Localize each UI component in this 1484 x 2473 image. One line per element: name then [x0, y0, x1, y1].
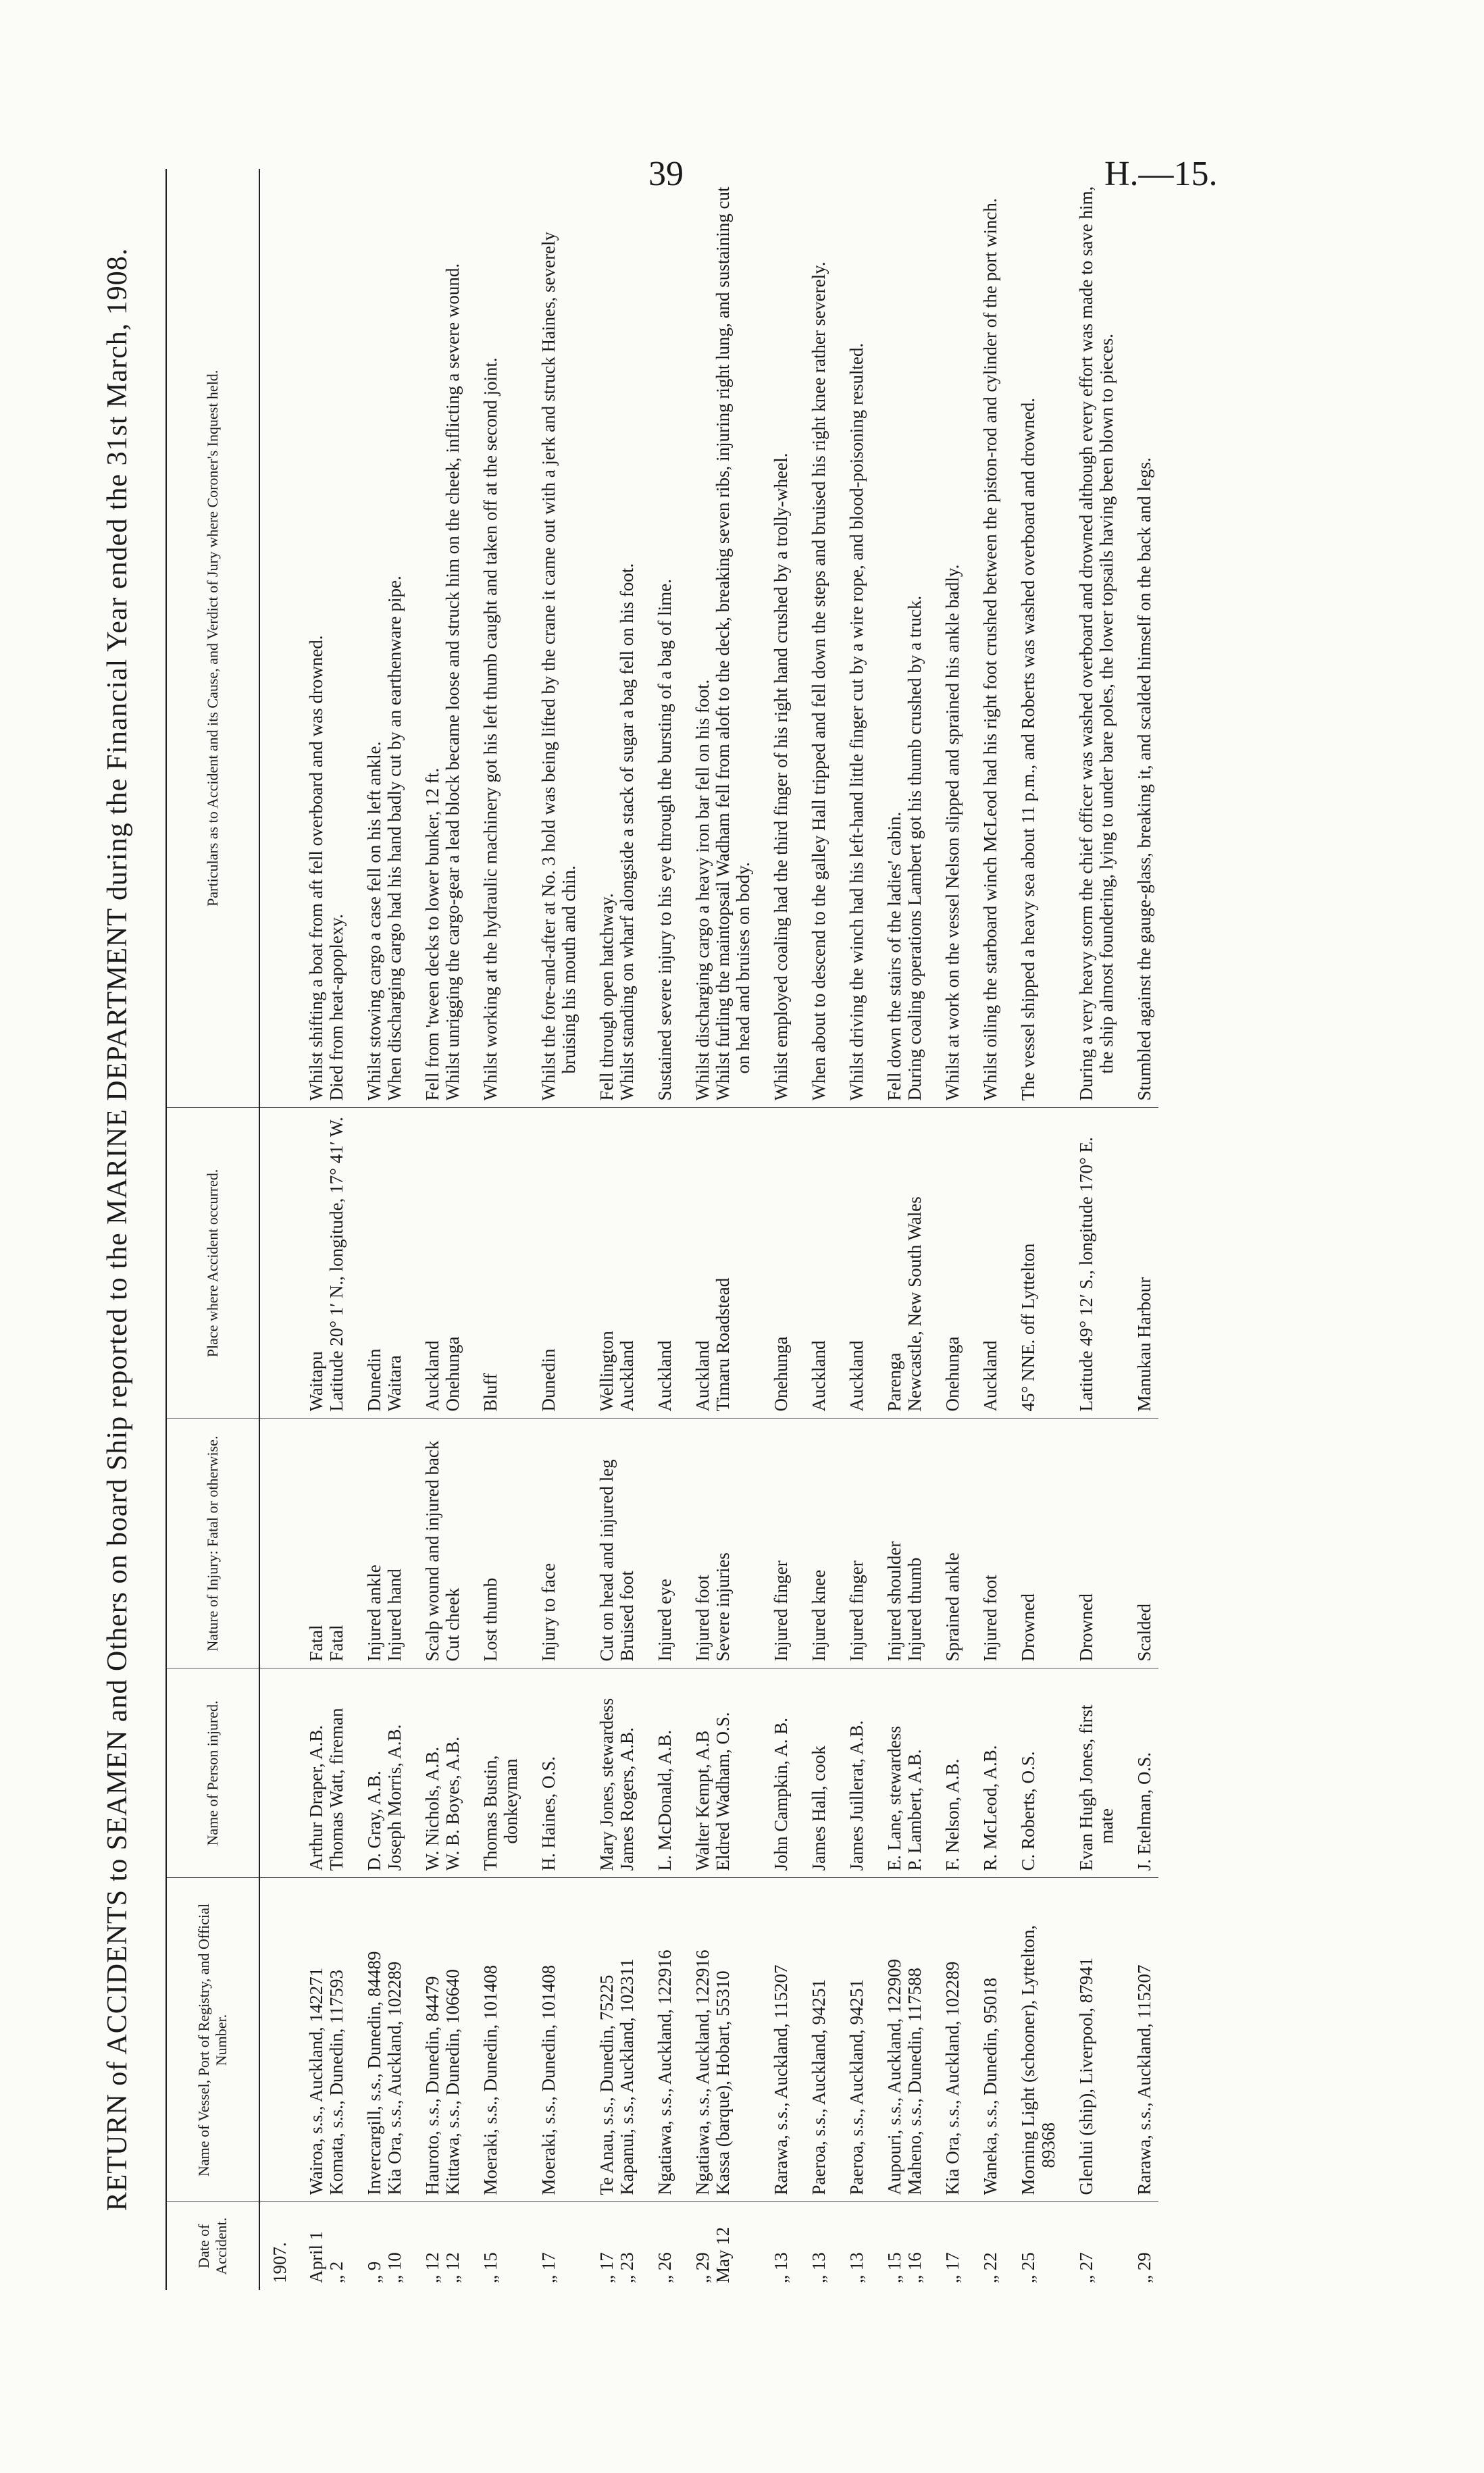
vessel-cell	[871, 1878, 929, 2202]
injury-text: Sprained ankle	[942, 1552, 963, 1662]
table-row	[525, 169, 583, 2290]
particulars-text: Whilst shifting a boat from aft fell overboard and was drowned.	[306, 635, 326, 1101]
date-text: „ 23	[617, 2252, 637, 2283]
date-text: „ 26	[655, 2252, 675, 2283]
particulars-text: Whilst working at the hydraulic machinery got his left thumb caught and taken off at the second joint.	[480, 357, 501, 1101]
vessel-cell	[1121, 1878, 1158, 2202]
person-text: R. McLeod, A.B.	[980, 1745, 1000, 1871]
person-cell	[967, 1668, 1004, 1878]
particulars-text: During a very heavy storm the chief officer was washed overboard and drowned although every effort was made to save him, the ship almost foundering, lying to under bare poles, the lower topsails having been blown to pieces.	[1076, 186, 1117, 1101]
place-cell	[467, 1108, 525, 1419]
vessel-text: Komata, s.s., Dunedin, 117593	[326, 1970, 347, 2195]
date-text: „ 13	[771, 2252, 791, 2283]
place-cell	[525, 1108, 583, 1419]
particulars-cell	[833, 169, 871, 1108]
date-text: May 12	[713, 2226, 733, 2283]
header-row	[167, 169, 259, 2290]
injury-text: Injured foot	[692, 1575, 713, 1662]
vessel-text: Aupouri, s.s., Auckland, 122909	[884, 1959, 904, 2195]
place-text: Dunedin	[364, 1348, 384, 1412]
place-text: Auckland	[422, 1340, 442, 1412]
document-reference: H.—15.	[1104, 155, 1218, 193]
place-text: Onehunga	[771, 1336, 791, 1412]
date-text: „ 27	[1076, 2252, 1096, 2283]
date-cell	[409, 2202, 467, 2290]
injury-cell	[641, 1419, 679, 1668]
date-text: „ 15	[480, 2252, 501, 2283]
place-cell	[1004, 1108, 1063, 1419]
injury-text: Injured ankle	[364, 1564, 384, 1662]
vessel-text: Rarawa, s.s., Auckland, 115207	[1134, 1964, 1154, 2195]
injury-cell	[795, 1419, 833, 1668]
person-cell	[641, 1668, 679, 1878]
injury-text: Injured thumb	[904, 1557, 925, 1662]
particulars-cell	[467, 169, 525, 1108]
vessel-cell	[583, 1878, 641, 2202]
date-text: „ 15	[884, 2252, 904, 2283]
particulars-text: Stumbled against the gauge-glass, breaking it, and scalded himself on the back and legs.	[1134, 457, 1154, 1101]
place-text: Newcastle, New South Wales	[904, 1196, 925, 1412]
person-text: H. Haines, O.S.	[538, 1756, 559, 1871]
header-particulars: Particulars as to Accident and its Cause, and Verdict of Jury where Coroner's Inquest held.	[167, 169, 259, 1108]
particulars-cell	[929, 169, 967, 1108]
particulars-cell	[351, 169, 409, 1108]
vessel-text: Kapanui, s.s., Auckland, 102311	[617, 1958, 637, 2195]
person-text: L. McDonald, A.B.	[655, 1730, 675, 1871]
date-text: „ 13	[846, 2252, 867, 2283]
place-text: Manukau Harbour	[1134, 1277, 1154, 1412]
person-text: Joseph Morris, A.B.	[384, 1724, 405, 1871]
person-cell	[679, 1668, 757, 1878]
particulars-text: Whilst employed coaling had the third finger of his right hand crushed by a trolly-wheel.	[771, 453, 791, 1101]
place-cell	[409, 1108, 467, 1419]
place-cell	[292, 1108, 351, 1419]
person-text: W. Nichols, A.B.	[422, 1746, 442, 1871]
place-text: 45° NNE. off Lyttelton	[1018, 1243, 1038, 1412]
date-text: „ 13	[809, 2252, 829, 2283]
particulars-cell	[679, 169, 757, 1108]
injury-text: Fatal	[326, 1625, 347, 1662]
person-text: F. Nelson, A.B.	[942, 1758, 963, 1871]
injury-text: Injured foot	[980, 1575, 1000, 1662]
date-text: „ 17	[942, 2252, 963, 2283]
place-text: Latitude 49° 12′ S., longitude 170° E.	[1076, 1137, 1096, 1412]
injury-text: Bruised foot	[617, 1571, 637, 1662]
date-cell	[525, 2202, 583, 2290]
injury-text: Lost thumb	[480, 1577, 501, 1662]
date-text: „ 2	[326, 2261, 347, 2283]
particulars-cell	[871, 169, 929, 1108]
injury-cell	[583, 1419, 641, 1668]
date-cell	[679, 2202, 757, 2290]
place-cell	[833, 1108, 871, 1419]
person-text: E. Lane, stewardess	[884, 1726, 904, 1871]
table-row	[467, 169, 525, 2290]
particulars-text: Fell down the stairs of the ladies' cabin.	[884, 811, 904, 1101]
place-text: Waitara	[384, 1355, 405, 1412]
place-text: Auckland	[809, 1340, 829, 1412]
date-cell	[351, 2202, 409, 2290]
injury-cell	[1121, 1419, 1158, 1668]
particulars-cell	[583, 169, 641, 1108]
particulars-cell	[967, 169, 1004, 1108]
rotated-table-region	[101, 169, 1229, 2290]
injury-cell	[409, 1419, 467, 1668]
table-row	[833, 169, 871, 2290]
vessel-cell	[641, 1878, 679, 2202]
person-cell	[351, 1668, 409, 1878]
date-cell	[292, 2202, 351, 2290]
date-cell	[871, 2202, 929, 2290]
particulars-cell	[1121, 169, 1158, 1108]
person-cell	[525, 1668, 583, 1878]
person-text: W. B. Boyes, A.B.	[442, 1736, 463, 1871]
injury-text: Cut cheek	[442, 1587, 463, 1662]
place-text: Wellington	[596, 1331, 617, 1412]
table-row	[583, 169, 641, 2290]
table-row	[292, 169, 351, 2290]
person-text: James Rogers, A.B.	[617, 1727, 637, 1871]
injury-text: Fatal	[306, 1625, 326, 1662]
person-text: P. Lambert, A.B.	[904, 1749, 925, 1871]
particulars-text: When about to descend to the galley Hall tripped and fell down the steps and bruised his right knee rather severely.	[809, 261, 829, 1101]
injury-cell	[967, 1419, 1004, 1668]
place-text: Waitapu	[306, 1351, 326, 1412]
person-text: Walter Kempt, A.B	[692, 1730, 713, 1871]
person-text: Mary Jones, stewardess	[596, 1698, 617, 1871]
vessel-text: Morning Light (schooner), Lyttelton, 89368	[1018, 1924, 1058, 2195]
date-text: „ 29	[1134, 2252, 1154, 2283]
injury-text: Cut on head and injured leg	[596, 1459, 617, 1662]
place-cell	[679, 1108, 757, 1419]
header-date: Date of Accident.	[167, 2202, 259, 2290]
person-text: Eldred Wadham, O.S.	[713, 1712, 733, 1871]
person-cell	[409, 1668, 467, 1878]
place-cell	[757, 1108, 795, 1419]
particulars-text: Whilst stowing cargo a case fell on his left ankle.	[364, 741, 384, 1101]
table-row	[795, 169, 833, 2290]
table-row	[967, 169, 1004, 2290]
vessel-text: Invercargill, s.s., Dunedin, 84489	[364, 1951, 384, 2195]
table-row	[1004, 169, 1063, 2290]
particulars-text: Fell from 'tween decks to lower bunker, 12 ft.	[422, 767, 442, 1101]
particulars-text: Whilst unrigging the cargo-gear a lead block became loose and struck him on the cheek, inflicting a severe wound.	[442, 263, 463, 1101]
injury-text: Scalded	[1134, 1604, 1154, 1662]
place-cell	[1121, 1108, 1158, 1419]
vessel-text: Ngatiawa, s.s., Auckland, 122916	[692, 1949, 713, 2195]
date-text: „ 29	[692, 2252, 713, 2283]
particulars-cell	[525, 169, 583, 1108]
table-row	[871, 169, 929, 2290]
person-text: J. Etelman, O.S.	[1134, 1752, 1154, 1871]
injury-cell	[351, 1419, 409, 1668]
date-cell	[795, 2202, 833, 2290]
date-text: „ 17	[596, 2252, 617, 2283]
vessel-text: Kittawa, s.s., Dunedin, 106640	[442, 1969, 463, 2195]
injury-cell	[871, 1419, 929, 1668]
date-text: „ 17	[538, 2252, 559, 2283]
vessel-text: Kia Ora, s.s., Auckland, 102289	[942, 1961, 963, 2195]
place-cell	[871, 1108, 929, 1419]
person-text: John Campkin, A. B.	[771, 1717, 791, 1871]
header-place: Place where Accident occurred.	[167, 1108, 259, 1419]
vessel-text: Moeraki, s.s., Dunedin, 101408	[480, 1965, 501, 2195]
person-cell	[583, 1668, 641, 1878]
particulars-text: During coaling operations Lambert got his thumb crushed by a truck.	[904, 595, 925, 1101]
date-text: „ 12	[442, 2252, 463, 2283]
vessel-text: Moeraki, s.s., Dunedin, 101408	[538, 1965, 559, 2195]
place-cell	[967, 1108, 1004, 1419]
injury-cell	[833, 1419, 871, 1668]
injury-cell	[929, 1419, 967, 1668]
person-cell	[1121, 1668, 1158, 1878]
injury-cell	[1004, 1419, 1063, 1668]
injury-text: Injured knee	[809, 1569, 829, 1662]
place-text: Auckland	[692, 1340, 713, 1412]
particulars-cell	[409, 169, 467, 1108]
injury-cell	[757, 1419, 795, 1668]
person-cell	[1004, 1668, 1063, 1878]
vessel-text: Glenlui (ship), Liverpool, 87941	[1076, 1957, 1096, 2195]
place-cell	[929, 1108, 967, 1419]
header-person: Name of Person injured.	[167, 1668, 259, 1878]
particulars-text: Whilst driving the winch had his left-hand little finger cut by a wire rope, and blood-poisoning resulted.	[846, 342, 867, 1101]
place-cell	[583, 1108, 641, 1419]
vessel-cell	[929, 1878, 967, 2202]
table-row	[1063, 169, 1121, 2290]
place-text: Auckland	[980, 1340, 1000, 1412]
place-cell	[795, 1108, 833, 1419]
vessel-cell	[795, 1878, 833, 2202]
person-text: C. Roberts, O.S.	[1018, 1751, 1038, 1871]
particulars-text: Fell through open hatchway.	[596, 893, 617, 1101]
date-text: „ 9	[364, 2261, 384, 2283]
place-text: Timaru Roadstead	[713, 1277, 733, 1412]
date-text: „ 25	[1018, 2252, 1038, 2283]
particulars-cell	[757, 169, 795, 1108]
injury-text: Drowned	[1018, 1594, 1038, 1662]
particulars-cell	[1004, 169, 1063, 1108]
particulars-text: Sustained severe injury to his eye through the bursting of a bag of lime.	[655, 579, 675, 1101]
year-row	[259, 169, 292, 2290]
date-cell	[1063, 2202, 1121, 2290]
particulars-text: Whilst standing on wharf alongside a stack of sugar a bag fell on his foot.	[617, 563, 637, 1101]
vessel-text: Paeroa, s.s., Auckland, 94251	[809, 1979, 829, 2195]
injury-text: Injured finger	[771, 1560, 791, 1662]
table-row	[757, 169, 795, 2290]
person-text: Thomas Bustin, donkeyman	[480, 1755, 521, 1871]
person-text: D. Gray, A.B.	[364, 1770, 384, 1871]
date-cell	[1004, 2202, 1063, 2290]
date-text: „ 10	[384, 2252, 405, 2283]
injury-cell	[467, 1419, 525, 1668]
particulars-cell	[641, 169, 679, 1108]
date-text: „ 22	[980, 2252, 1000, 2283]
person-text: Arthur Draper, A.B.	[306, 1725, 326, 1871]
person-text: Evan Hugh Jones, first mate	[1076, 1704, 1117, 1871]
place-text: Auckland	[846, 1340, 867, 1412]
place-text: Bluff	[480, 1373, 501, 1412]
injury-text: Drowned	[1076, 1594, 1096, 1662]
person-cell	[795, 1668, 833, 1878]
table-row	[679, 169, 757, 2290]
table-title: RETURN of ACCIDENTS to SEAMEN and Others on board Ship reported to the MARINE DEPARTMENT during the Financial Year ended the 31st March, 1908.	[102, 247, 133, 2212]
table-row	[929, 169, 967, 2290]
table-row	[351, 169, 409, 2290]
injury-text: Injured hand	[384, 1569, 405, 1662]
place-text: Parenga	[884, 1352, 904, 1412]
injury-cell	[679, 1419, 757, 1668]
table-row	[641, 169, 679, 2290]
place-text: Auckland	[655, 1340, 675, 1412]
vessel-cell	[351, 1878, 409, 2202]
vessel-cell	[525, 1878, 583, 2202]
vessel-text: Rarawa, s.s., Auckland, 115207	[771, 1964, 791, 2195]
place-cell	[1063, 1108, 1121, 1419]
injury-cell	[525, 1419, 583, 1668]
year-label: 1907.	[259, 2202, 292, 2290]
date-cell	[757, 2202, 795, 2290]
accidents-table-box	[165, 169, 1227, 2290]
person-text: James Juillerat, A.B.	[846, 1720, 867, 1871]
vessel-text: Hauroto, s.s., Dunedin, 84479	[422, 1976, 442, 2195]
vessel-cell	[292, 1878, 351, 2202]
vessel-text: Wairoa, s.s., Auckland, 142271	[306, 1967, 326, 2195]
vessel-cell	[967, 1878, 1004, 2202]
date-text: April 1	[306, 2230, 326, 2283]
particulars-cell	[292, 169, 351, 1108]
particulars-text: Whilst discharging cargo a heavy iron bar fell on his foot.	[692, 679, 713, 1101]
vessel-text: Te Anau, s.s., Dunedin, 75225	[596, 1974, 617, 2195]
particulars-text: Whilst the fore-and-after at No. 3 hold was being lifted by the crane it came out with a jerk and struck Haines, severely bruising his mouth and chin.	[538, 231, 579, 1101]
place-cell	[351, 1108, 409, 1419]
place-text: Auckland	[617, 1340, 637, 1412]
place-text: Latitude 20° 1′ N., longitude, 17° 41′ W.	[326, 1117, 347, 1412]
injury-text: Injured shoulder	[884, 1541, 904, 1662]
person-cell	[871, 1668, 929, 1878]
table-row	[409, 169, 467, 2290]
vessel-text: Paeroa, s.s., Auckland, 94251	[846, 1979, 867, 2195]
vessel-cell	[1004, 1878, 1063, 2202]
date-text: „ 12	[422, 2252, 442, 2283]
vessel-cell	[757, 1878, 795, 2202]
particulars-cell	[1063, 169, 1121, 1108]
person-cell	[929, 1668, 967, 1878]
injury-cell	[1063, 1419, 1121, 1668]
particulars-text: Whilst oiling the starboard winch McLeod had his right foot crushed between the piston-rod and cylinder of the port winch.	[980, 198, 1000, 1101]
date-cell	[833, 2202, 871, 2290]
injury-text: Scalp wound and injured back	[422, 1440, 442, 1662]
injury-text: Injured finger	[846, 1560, 867, 1662]
person-cell	[467, 1668, 525, 1878]
header-vessel: Name of Vessel, Port of Registry, and Official Number.	[167, 1878, 259, 2202]
table-body	[259, 169, 1158, 2290]
header-injury: Nature of Injury: Fatal or otherwise.	[167, 1419, 259, 1668]
vessel-cell	[833, 1878, 871, 2202]
particulars-text: When discharging cargo had his hand badly cut by an earthenware pipe.	[384, 576, 405, 1101]
place-text: Onehunga	[442, 1336, 463, 1412]
vessel-cell	[1063, 1878, 1121, 2202]
vessel-cell	[467, 1878, 525, 2202]
date-cell	[1121, 2202, 1158, 2290]
particulars-text: Whilst furling the maintopsail Wadham fell from aloft to the deck, breaking seven ribs, injuring right lung, and sustaining cut on head and bruises on body.	[713, 186, 753, 1101]
date-cell	[929, 2202, 967, 2290]
particulars-text: Whilst at work on the vessel Nelson slipped and sprained his ankle badly.	[942, 564, 963, 1101]
vessel-text: Waneka, s.s., Dunedin, 95018	[980, 1977, 1000, 2195]
injury-cell	[292, 1419, 351, 1668]
date-cell	[967, 2202, 1004, 2290]
place-text: Onehunga	[942, 1336, 963, 1412]
person-text: James Hall, cook	[809, 1745, 829, 1871]
injury-text: Injury to face	[538, 1563, 559, 1662]
person-text: Thomas Watt, fireman	[326, 1708, 347, 1871]
vessel-text: Kia Ora, s.s., Auckland, 102289	[384, 1961, 405, 2195]
accidents-table	[167, 169, 1158, 2290]
place-text: Dunedin	[538, 1348, 559, 1412]
injury-text: Severe injuries	[713, 1552, 733, 1662]
vessel-cell	[679, 1878, 757, 2202]
vessel-text: Ngatiawa, s.s., Auckland, 122916	[655, 1949, 675, 2195]
date-cell	[583, 2202, 641, 2290]
date-cell	[641, 2202, 679, 2290]
vessel-cell	[409, 1878, 467, 2202]
date-text: „ 16	[904, 2252, 925, 2283]
vessel-text: Kassa (barque), Hobart, 55310	[713, 1970, 733, 2195]
page-number: 39	[648, 155, 684, 193]
person-cell	[833, 1668, 871, 1878]
person-cell	[292, 1668, 351, 1878]
date-cell	[467, 2202, 525, 2290]
injury-text: Injured eye	[655, 1579, 675, 1662]
table-row	[1121, 169, 1158, 2290]
place-cell	[641, 1108, 679, 1419]
person-cell	[757, 1668, 795, 1878]
particulars-text: The vessel shipped a heavy sea about 11 p.m., and Roberts was washed overboard and drowned.	[1018, 398, 1038, 1101]
person-cell	[1063, 1668, 1121, 1878]
particulars-cell	[795, 169, 833, 1108]
vessel-text: Maheno, s.s., Dunedin, 117588	[904, 1968, 925, 2195]
particulars-text: Died from heat-apoplexy.	[326, 914, 347, 1101]
